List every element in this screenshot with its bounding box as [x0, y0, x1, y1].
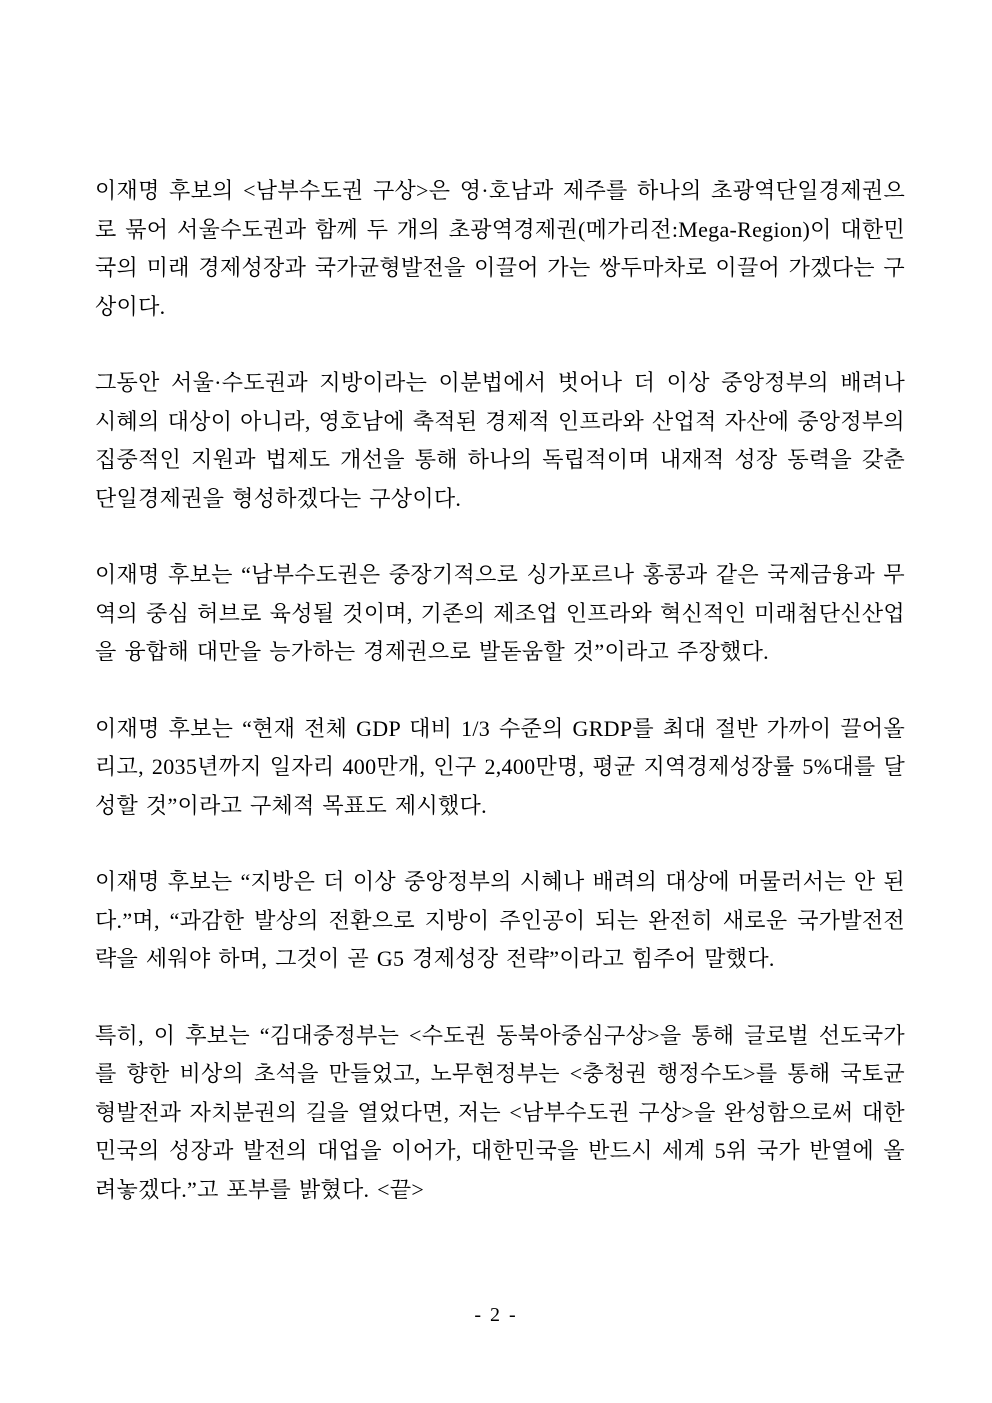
document-body [95, 172, 905, 1247]
paragraph-finance-hub-quote: 이재명 후보는 “남부수도권은 중장기적으로 싱가포르나 홍콩과 같은 국제금융과 무역의 중심 허브로 육성될 것이며, 기존의 제조업 인프라와 혁신적인 미래첨단신산업을 융합해 대만을 능가하는 경제권으로 발돋움할 것”이라고 주장했다. [95, 562, 905, 664]
paragraph-single-economy: 그동안 서울·수도권과 지방이라는 이분법에서 벗어나 더 이상 중앙정부의 배려나 시혜의 대상이 아니라, 영호남에 축적된 경제적 인프라와 산업적 자산에 중앙정부의 집중적인 지원과 법제도 개선을 통해 하나의 독립적이며 내재적 성장 동력을 갖춘 단일경제권을 형성하겠다는 구상이다. [95, 370, 905, 511]
paragraph-grdp-targets-quote: 이재명 후보는 “현재 전체 GDP 대비 1/3 수준의 GRDP를 최대 절반 가까이 끌어올리고, 2035년까지 일자리 400만개, 인구 2,400만명, 평균 지역경제성장률 5%대를 달성할 것”이라고 구체적 목표도 제시했다. [95, 715, 905, 818]
paragraph-legacy-ambition-quote: 특히, 이 후보는 “김대중정부는 <수도권 동북아중심구상>을 통해 글로벌 선도국가를 향한 비상의 초석을 만들었고, 노무현정부는 <충청권 행정수도>를 통해 국토균형발전과 자치분권의 길을 열었다면, 저는 <남부수도권 구상>을 완성함으로써 대한민국의 성장과 발전의 대업을 이어가, 대한민국을 반드시 세계 5위 국가 반열에 올려놓겠다.”고 포부를 밝혔다. <끝> [95, 1022, 905, 1202]
page-number: - 2 - [474, 1304, 518, 1326]
paragraph-vision-overview: 이재명 후보의 <남부수도권 구상>은 영·호남과 제주를 하나의 초광역단일경제권으로 묶어 서울수도권과 함께 두 개의 초광역경제권(메가리전:Mega-Region)이 대한민국의 미래 경제성장과 국가균형발전을 이끌어 가는 쌍두마차로 이끌어 가겠다는 구상이다. [95, 178, 905, 319]
paragraph-g5-strategy-quote: 이재명 후보는 “지방은 더 이상 중앙정부의 시혜나 배려의 대상에 머물러서는 안 된다.”며, “과감한 발상의 전환으로 지방이 주인공이 되는 완전히 새로운 국가발전전략을 세워야 하며, 그것이 곧 G5 경제성장 전략”이라고 힘주어 말했다. [95, 869, 905, 971]
page-footer [0, 1304, 992, 1327]
